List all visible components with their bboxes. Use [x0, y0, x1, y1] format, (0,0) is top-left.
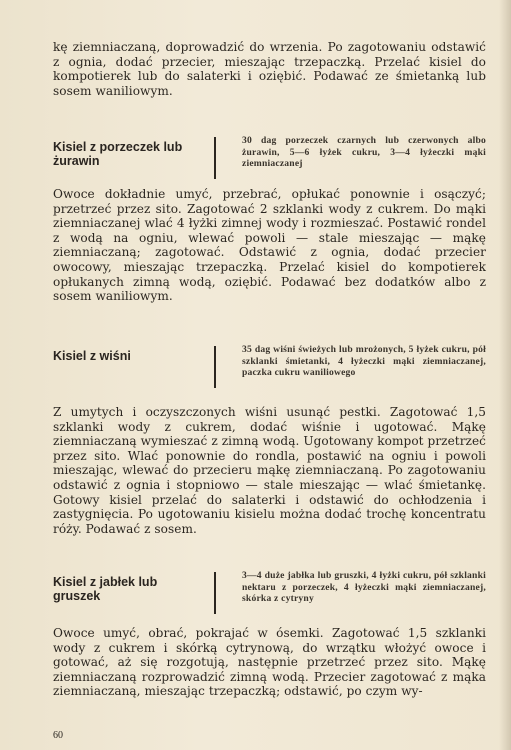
- ingredients-list: 3—4 duże jabłka lub gruszki, 4 łyżki cukru, pół szklanki nektaru z porzeczek, 4 łyżeczki mąki ziemniaczanej, skórka z cytryny: [242, 570, 486, 605]
- recipe-title: Kisiel z jabłek lub gruszek: [53, 575, 158, 603]
- method-text: Z umytych i oczyszczonych wiśni usunąć pestki. Zagotować 1,5 szklanki wody z cukrem, dodać wiśnie i ugotować. Mąkę ziemniaczaną wymieszać z zimną wodą. Ugotowany kompot przetrzeć przez sito. Wlać ponownie do rondla, postawić na ogniu i powoli mieszając, wlewać do przecieru mąkę ziemniaczaną. Po zagotowaniu odstawić z ognia i stopniowo — stale mieszając — wlać śmietankę. Gotowy kisiel przelać do salaterki i odstawić do ochłodzenia i zastygnięcia. Po ugotowaniu kisielu można dodać trochę koncentratu róży. Podawać z sosem.: [53, 405, 486, 536]
- intro-paragraph: [53, 40, 486, 98]
- recipe-header-porzeczki: [53, 135, 486, 185]
- recipe-title: Kisiel z wiśni: [53, 349, 131, 363]
- divider-bar: [214, 572, 216, 614]
- recipe-method-jablka: [53, 626, 486, 699]
- page-edge-shadow: [499, 0, 511, 750]
- divider-bar: [214, 346, 216, 388]
- method-text: Owoce dokładnie umyć, przebrać, opłukać ponownie i osączyć; przetrzeć przez sito. Zagotować 2 szklanki wody z cukrem. Do mąki ziemniaczanej wlać 4 łyżki zimnej wody i rozmieszać. Postawić rondel z wodą na ogniu, wlewać powoli — stale mieszając — mąkę ziemniaczaną; zagotować. Odstawić z ognia, dodać przecier owocowy, mieszając trzepaczką. Przelać kisiel do kompotierek opłukanych zimną wodą, oziębić. Podawać bez dodatków albo z sosem waniliowym.: [53, 187, 486, 304]
- recipe-method-wisnie: [53, 405, 486, 536]
- intro-text: kę ziemniaczaną, doprowadzić do wrzenia. Po zagotowaniu odstawić z ognia, dodać przecier, mieszając trzepaczką. Przelać kisiel do kompotierek lub do salaterki i oziębić. Podawać ze śmietanką lub sosem waniliowym.: [53, 40, 486, 98]
- ingredients-list: 30 dag porzeczek czarnych lub czerwonych albo żurawin, 5—6 łyżek cukru, 3—4 łyżeczki mąki ziemniaczanej: [242, 135, 486, 170]
- ingredients-list: 35 dag wiśni świeżych lub mrożonych, 5 łyżek cukru, pół szklanki śmietanki, 4 łyżeczki mąki ziemniaczanej, paczka cukru waniliowego: [242, 344, 486, 379]
- page-number: 60: [53, 730, 63, 741]
- divider-bar: [214, 137, 216, 179]
- recipe-title: Kisiel z porzeczek lub żurawin: [53, 140, 183, 168]
- method-text: Owoce umyć, obrać, pokrajać w ósemki. Zagotować 1,5 szklanki wody z cukrem i skórką cytrynową, do wrzątku włożyć owoce i gotować, aż się rozgotują, następnie przetrzeć przez sito. Mąkę ziemniaczaną rozprowadzić zimną wodą. Przecier zagotować z mąka ziemniaczaną, mieszając trzepaczką; odstawić, po czym wy-: [53, 626, 486, 699]
- recipe-method-porzeczki: [53, 187, 486, 304]
- recipe-header-jablka: [53, 570, 486, 620]
- recipe-header-wisnie: [53, 344, 486, 394]
